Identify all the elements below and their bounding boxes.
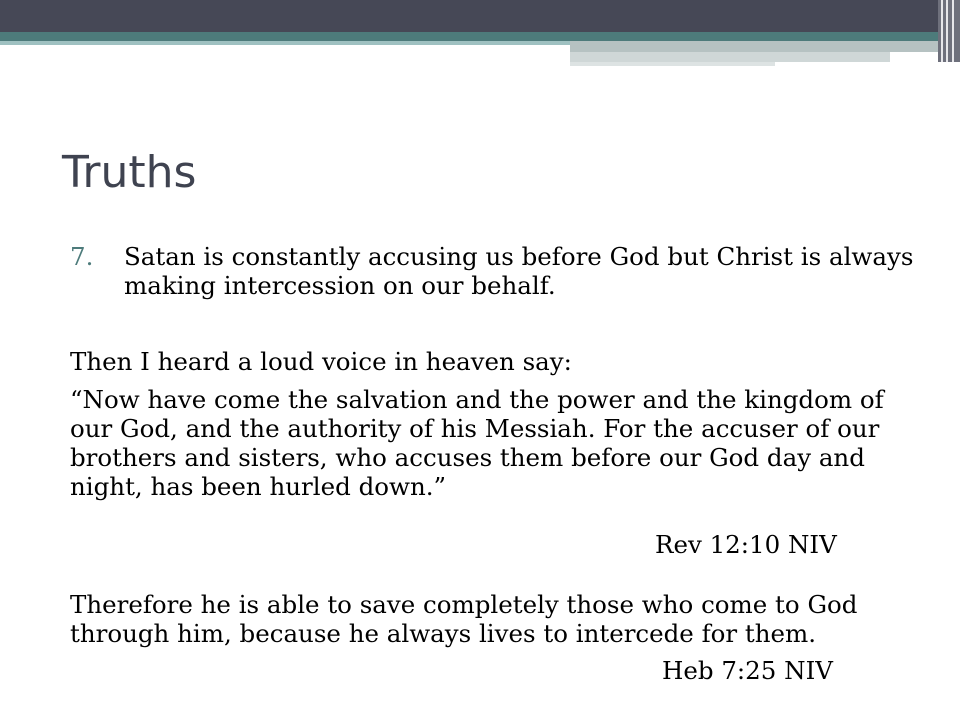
header-gray-band-1 [570, 41, 960, 52]
header-gray-band-2 [570, 52, 890, 62]
header-teal-band [0, 32, 960, 41]
list-item-text: Satan is constantly accusing us before God but Christ is always making intercession on our behalf. [124, 242, 914, 300]
scripture-quote: “Now have come the salvation and the power and the kingdom of our God, and the authority of his Messiah. For the accuser of our brothers and sisters, who accuses them before our God day and night, has been hurled down.” [70, 385, 884, 501]
intro-line: Then I heard a loud voice in heaven say: [70, 347, 572, 376]
scripture-reference: Heb 7:25 NIV [662, 656, 833, 685]
header-edge-line [946, 0, 948, 62]
scripture-reference: Rev 12:10 NIV [655, 530, 837, 559]
scripture-text: Therefore he is able to save completely those who come to God through him, because he always lives to intercede for them. [70, 590, 858, 648]
header-teal-accent [0, 41, 570, 45]
header-edge-line [941, 0, 943, 62]
slide-title: Truths [62, 147, 197, 198]
header-gray-band-3 [570, 62, 775, 66]
header-dark-band [0, 0, 960, 32]
header-edge-line [952, 0, 954, 62]
list-number: 7. [70, 242, 94, 271]
